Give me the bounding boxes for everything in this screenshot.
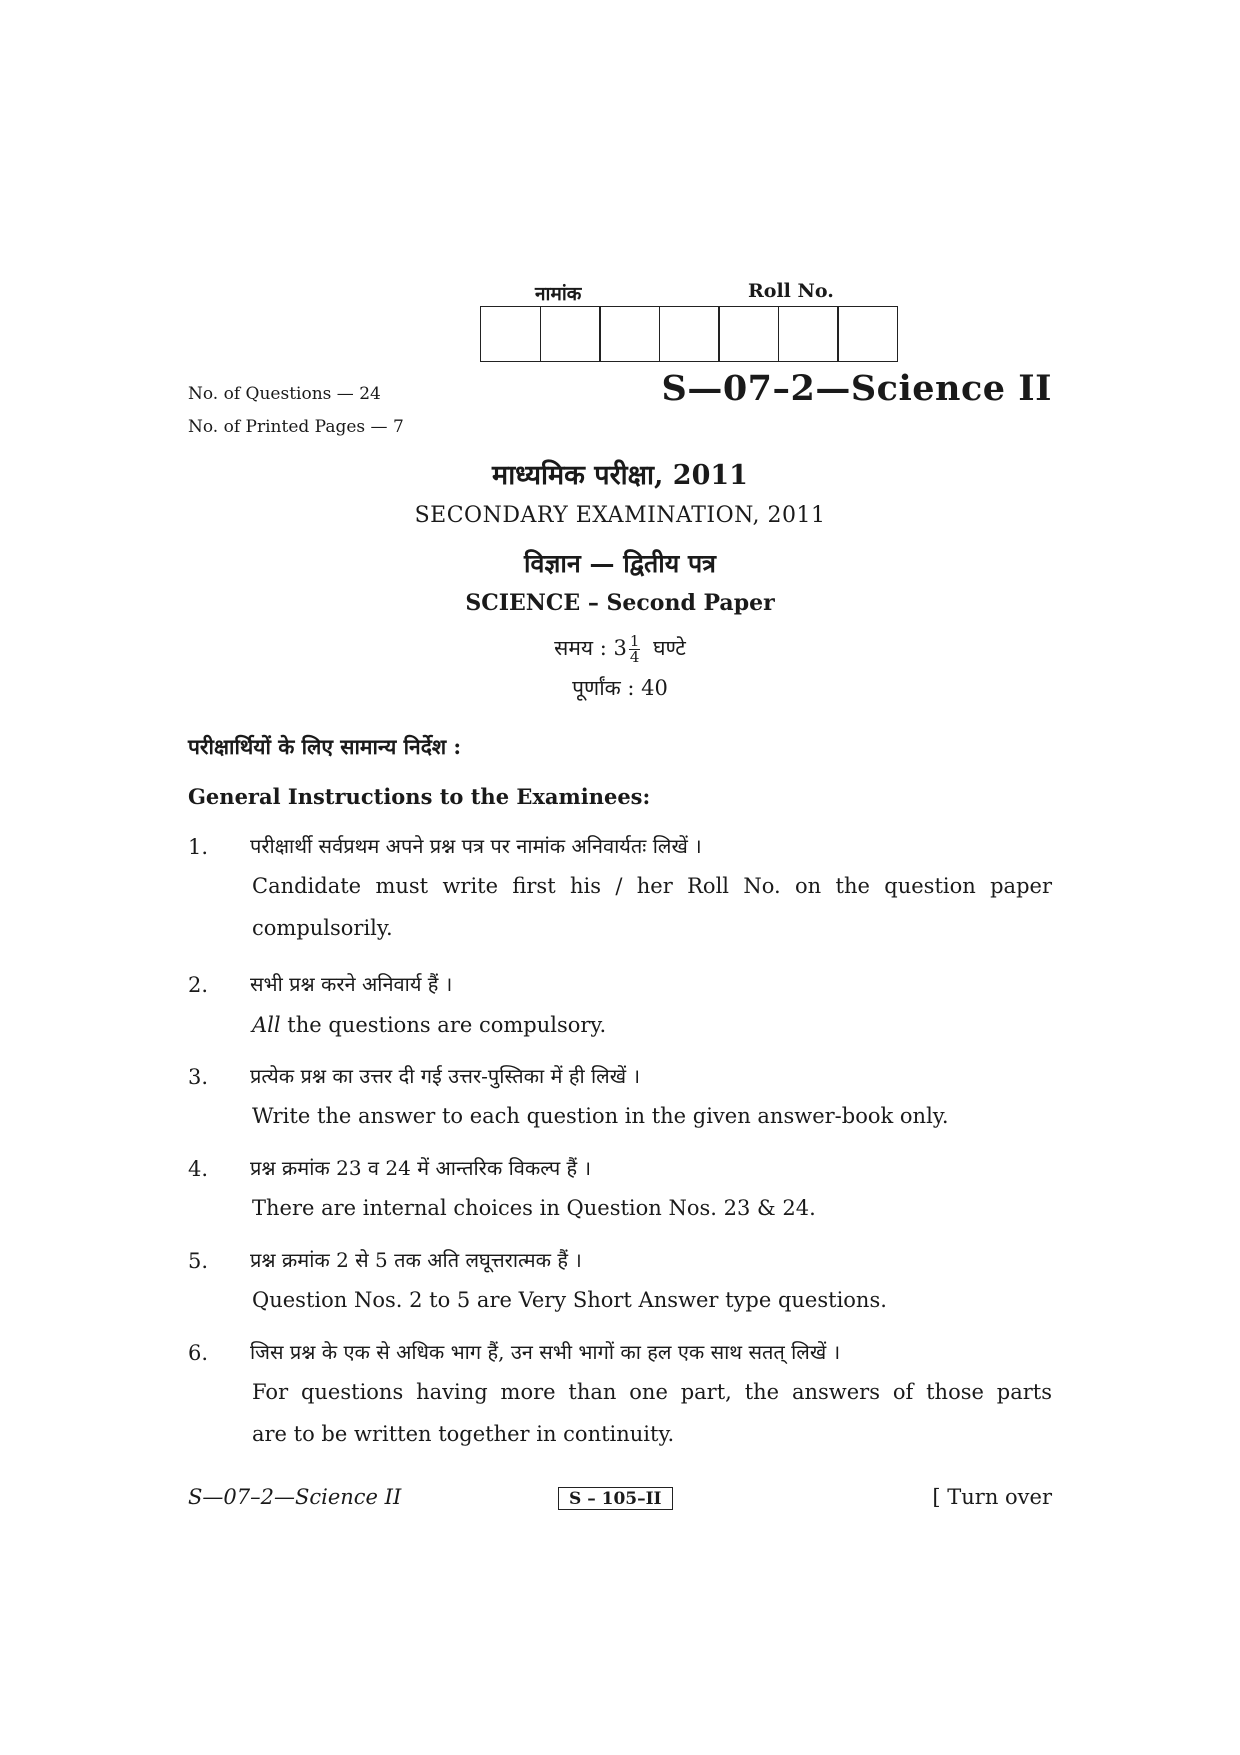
instruction-number: 6.: [188, 1341, 209, 1365]
instruction-english: Question Nos. 2 to 5 are Very Short Answer type questions.: [252, 1288, 887, 1312]
roll-number-box[interactable]: [599, 306, 660, 362]
time-fraction: [629, 634, 641, 665]
instruction-hindi: जिस प्रश्न के एक से अधिक भाग हैं, उन सभी भागों का हल एक साथ सतत् लिखें ।: [250, 1340, 841, 1364]
roll-number-box[interactable]: [540, 306, 601, 362]
roll-number-labels: [480, 280, 900, 304]
instruction-number: 1.: [188, 835, 209, 859]
exam-title-english: SECONDARY EXAMINATION, 2011: [414, 503, 826, 528]
instructions-heading-english: General Instructions to the Examinees:: [188, 784, 651, 809]
instruction-english: [252, 1010, 1052, 1040]
instruction-number: 2.: [188, 973, 209, 997]
instruction-number: 4.: [188, 1157, 209, 1181]
instruction-english-cont: are to be written together in continuity.: [252, 1422, 675, 1446]
roll-number-box[interactable]: [778, 306, 839, 362]
roll-number-box[interactable]: [718, 306, 779, 362]
exam-title-hindi: माध्यमिक परीक्षा, 2011: [492, 460, 748, 491]
instruction-english-rest: the questions are compulsory.: [280, 1013, 607, 1037]
roll-label-english: Roll No.: [748, 280, 834, 302]
instruction-english: For questions having more than one part, the answers of those parts: [252, 1380, 1052, 1404]
instruction-english: There are internal choices in Question Nos. 23 & 24.: [252, 1196, 816, 1220]
roll-label-hindi: नामांक: [535, 283, 582, 305]
subject-title-hindi: विज्ञान — द्वितीय पत्र: [524, 549, 716, 578]
instruction-english-cont: compulsorily.: [252, 916, 393, 940]
instruction-number: 5.: [188, 1249, 209, 1273]
time-allowed: [0, 634, 1240, 665]
instruction-hindi: सभी प्रश्न करने अनिवार्य हैं ।: [250, 972, 453, 996]
instruction-hindi: प्रश्न क्रमांक 23 व 24 में आन्तरिक विकल्प हैं ।: [250, 1156, 592, 1180]
roll-number-boxes: [480, 306, 897, 362]
fraction-numerator: 1: [629, 632, 640, 650]
roll-number-box[interactable]: [837, 306, 898, 362]
subject-title-english: SCIENCE – Second Paper: [465, 590, 775, 616]
instruction-english: Candidate must write first his / her Roll No. on the question paper: [252, 874, 1052, 898]
max-marks: पूर्णांक : 40: [572, 676, 668, 700]
questions-count: No. of Questions — 24: [188, 384, 381, 404]
paper-code-title: S—07–2—Science II: [661, 368, 1052, 409]
instructions-heading-hindi: परीक्षार्थियों के लिए सामान्य निर्देश :: [188, 734, 462, 759]
instruction-hindi: प्रत्येक प्रश्न का उत्तर दी गई उत्तर-पुस्तिका में ही लिखें ।: [250, 1064, 641, 1088]
footer-code-box: S – 105–II: [558, 1487, 673, 1510]
instruction-number: 3.: [188, 1065, 209, 1089]
instruction-english-emphasis: All: [252, 1013, 281, 1037]
footer-paper-code: S—07–2—Science II: [188, 1485, 402, 1509]
roll-number-box[interactable]: [480, 306, 541, 362]
printed-pages-count: No. of Printed Pages — 7: [188, 417, 404, 437]
time-unit: घण्टे: [653, 636, 686, 660]
instruction-english: Write the answer to each question in the given answer-book only.: [252, 1104, 949, 1128]
fraction-denominator: 4: [629, 648, 640, 666]
instruction-hindi: परीक्षार्थी सर्वप्रथम अपने प्रश्न पत्र पर नामांक अनिवार्यतः लिखें ।: [250, 834, 702, 858]
turn-over-note: [ Turn over: [932, 1485, 1052, 1509]
time-label: समय : 3: [554, 636, 627, 660]
roll-number-box[interactable]: [659, 306, 720, 362]
instruction-hindi: प्रश्न क्रमांक 2 से 5 तक अति लघूत्तरात्मक हैं ।: [250, 1248, 582, 1272]
